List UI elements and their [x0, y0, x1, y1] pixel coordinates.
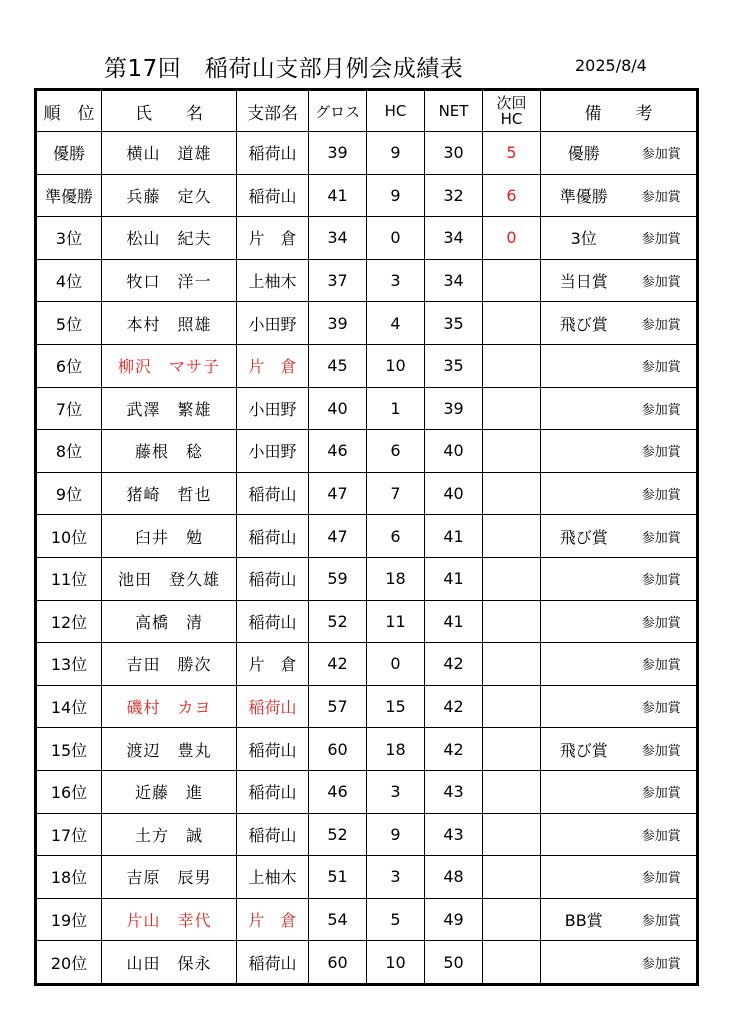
- cell-branch: 小田野: [237, 387, 309, 430]
- cell-name: 吉田 勝次: [102, 643, 237, 686]
- cell-net: 35: [425, 302, 483, 345]
- cell-rank: 優勝: [36, 132, 102, 175]
- cell-rank: 4位: [36, 259, 102, 302]
- cell-next-hc: [483, 557, 541, 600]
- table-row: [36, 813, 698, 856]
- cell-remarks: [541, 813, 698, 856]
- cell-gross: 52: [309, 813, 367, 856]
- table-row: [36, 430, 698, 473]
- header-remarks: 備 考: [541, 90, 698, 132]
- cell-net: 42: [425, 685, 483, 728]
- cell-net: 43: [425, 813, 483, 856]
- award-text: 参加賞: [641, 786, 681, 802]
- cell-hc: 3: [367, 770, 425, 813]
- cell-remarks: [541, 600, 698, 643]
- award-text: 参加賞: [641, 189, 681, 205]
- cell-next-hc: [483, 728, 541, 771]
- cell-remarks: [541, 770, 698, 813]
- remark-text: 準優勝: [559, 186, 608, 206]
- cell-next-hc: [483, 941, 541, 985]
- cell-hc: 1: [367, 387, 425, 430]
- cell-name: 片山 幸代: [102, 898, 237, 941]
- cell-gross: 46: [309, 430, 367, 473]
- cell-hc: 4: [367, 302, 425, 345]
- cell-branch: 片 倉: [237, 217, 309, 260]
- table-row: [36, 472, 698, 515]
- award-text: 参加賞: [641, 488, 681, 504]
- cell-hc: 6: [367, 515, 425, 558]
- award-text: 参加賞: [641, 232, 681, 248]
- header-name: 氏 名: [102, 90, 237, 132]
- cell-remarks: [541, 472, 698, 515]
- remark-text: 飛び賞: [559, 314, 608, 334]
- cell-rank: 6位: [36, 344, 102, 387]
- results-table: [34, 88, 699, 986]
- cell-remarks: [541, 302, 698, 345]
- cell-next-hc: [483, 685, 541, 728]
- award-text: 参加賞: [641, 828, 681, 844]
- cell-net: 42: [425, 728, 483, 771]
- table-row: [36, 217, 698, 260]
- cell-hc: 3: [367, 259, 425, 302]
- header-branch: 支部名: [237, 90, 309, 132]
- cell-hc: 18: [367, 728, 425, 771]
- remark-text: 3位: [570, 229, 597, 249]
- cell-next-hc: [483, 898, 541, 941]
- cell-net: 39: [425, 387, 483, 430]
- cell-gross: 41: [309, 174, 367, 217]
- header-next-hc-line2: HC: [500, 110, 523, 128]
- cell-branch: 稲荷山: [237, 472, 309, 515]
- table-row: [36, 643, 698, 686]
- cell-remarks: [541, 941, 698, 985]
- cell-branch: 稲荷山: [237, 600, 309, 643]
- cell-rank: 7位: [36, 387, 102, 430]
- cell-next-hc: [483, 259, 541, 302]
- cell-net: 40: [425, 472, 483, 515]
- cell-gross: 47: [309, 472, 367, 515]
- cell-hc: 9: [367, 813, 425, 856]
- cell-branch: 片 倉: [237, 898, 309, 941]
- cell-gross: 42: [309, 643, 367, 686]
- cell-next-hc: [483, 856, 541, 899]
- cell-gross: 60: [309, 941, 367, 985]
- header-net: NET: [425, 90, 483, 132]
- cell-branch: 稲荷山: [237, 557, 309, 600]
- table-row: [36, 728, 698, 771]
- cell-next-hc: [483, 387, 541, 430]
- award-text: 参加賞: [641, 743, 681, 759]
- cell-branch: 片 倉: [237, 643, 309, 686]
- cell-next-hc: [483, 600, 541, 643]
- table-row: [36, 856, 698, 899]
- cell-name: 藤根 稔: [102, 430, 237, 473]
- cell-branch: 稲荷山: [237, 685, 309, 728]
- cell-net: 35: [425, 344, 483, 387]
- cell-gross: 39: [309, 132, 367, 175]
- cell-name: 吉原 辰男: [102, 856, 237, 899]
- table-row: [36, 515, 698, 558]
- cell-name: 磯村 カヨ: [102, 685, 237, 728]
- cell-remarks: [541, 174, 698, 217]
- award-text: 参加賞: [641, 530, 681, 546]
- cell-next-hc: 5: [483, 132, 541, 175]
- cell-remarks: [541, 557, 698, 600]
- cell-hc: 0: [367, 643, 425, 686]
- award-text: 参加賞: [641, 402, 681, 418]
- cell-net: 48: [425, 856, 483, 899]
- cell-name: 高橋 清: [102, 600, 237, 643]
- header-rank: 順 位: [36, 90, 102, 132]
- cell-name: 本村 照雄: [102, 302, 237, 345]
- cell-hc: 18: [367, 557, 425, 600]
- table-row: [36, 941, 698, 985]
- table-row: [36, 600, 698, 643]
- cell-gross: 52: [309, 600, 367, 643]
- cell-hc: 0: [367, 217, 425, 260]
- cell-remarks: [541, 132, 698, 175]
- cell-next-hc: [483, 813, 541, 856]
- cell-rank: 16位: [36, 770, 102, 813]
- table-row: [36, 259, 698, 302]
- cell-remarks: [541, 856, 698, 899]
- cell-remarks: [541, 387, 698, 430]
- cell-branch: 稲荷山: [237, 174, 309, 217]
- cell-branch: 上柚木: [237, 856, 309, 899]
- table-row: [36, 302, 698, 345]
- table-row: [36, 557, 698, 600]
- cell-hc: 11: [367, 600, 425, 643]
- cell-hc: 7: [367, 472, 425, 515]
- cell-remarks: [541, 259, 698, 302]
- cell-hc: 10: [367, 344, 425, 387]
- award-text: 参加賞: [641, 615, 681, 631]
- cell-rank: 11位: [36, 557, 102, 600]
- cell-rank: 13位: [36, 643, 102, 686]
- header-row: [36, 90, 698, 132]
- cell-name: 猪崎 哲也: [102, 472, 237, 515]
- table-row: [36, 685, 698, 728]
- table-row: [36, 387, 698, 430]
- cell-gross: 59: [309, 557, 367, 600]
- award-text: 参加賞: [641, 573, 681, 589]
- cell-name: 渡辺 豊丸: [102, 728, 237, 771]
- cell-gross: 34: [309, 217, 367, 260]
- award-text: 参加賞: [641, 317, 681, 333]
- cell-branch: 稲荷山: [237, 813, 309, 856]
- cell-net: 32: [425, 174, 483, 217]
- cell-name: 兵藤 定久: [102, 174, 237, 217]
- cell-rank: 10位: [36, 515, 102, 558]
- cell-hc: 6: [367, 430, 425, 473]
- cell-remarks: [541, 344, 698, 387]
- report-date: 2025/8/4: [575, 56, 647, 75]
- header-gross: グロス: [309, 90, 367, 132]
- cell-net: 30: [425, 132, 483, 175]
- cell-rank: 18位: [36, 856, 102, 899]
- cell-next-hc: [483, 770, 541, 813]
- cell-next-hc: [483, 344, 541, 387]
- cell-net: 49: [425, 898, 483, 941]
- cell-remarks: [541, 515, 698, 558]
- cell-hc: 5: [367, 898, 425, 941]
- table-row: [36, 132, 698, 175]
- cell-gross: 54: [309, 898, 367, 941]
- remark-text: 飛び賞: [559, 527, 608, 547]
- table-row: [36, 344, 698, 387]
- cell-next-hc: [483, 643, 541, 686]
- cell-net: 42: [425, 643, 483, 686]
- cell-name: 松山 紀夫: [102, 217, 237, 260]
- cell-gross: 45: [309, 344, 367, 387]
- cell-gross: 40: [309, 387, 367, 430]
- award-text: 参加賞: [641, 658, 681, 674]
- cell-rank: 17位: [36, 813, 102, 856]
- cell-rank: 20位: [36, 941, 102, 985]
- cell-next-hc: [483, 302, 541, 345]
- cell-next-hc: 6: [483, 174, 541, 217]
- cell-gross: 46: [309, 770, 367, 813]
- cell-net: 40: [425, 430, 483, 473]
- award-text: 参加賞: [641, 913, 681, 929]
- cell-rank: 19位: [36, 898, 102, 941]
- cell-net: 41: [425, 600, 483, 643]
- cell-branch: 稲荷山: [237, 941, 309, 985]
- cell-branch: 片 倉: [237, 344, 309, 387]
- cell-hc: 15: [367, 685, 425, 728]
- cell-name: 柳沢 マサ子: [102, 344, 237, 387]
- award-text: 参加賞: [641, 147, 681, 163]
- cell-branch: 上柚木: [237, 259, 309, 302]
- cell-hc: 3: [367, 856, 425, 899]
- cell-rank: 15位: [36, 728, 102, 771]
- remark-text: 優勝: [567, 144, 600, 164]
- cell-next-hc: [483, 472, 541, 515]
- remark-text: 飛び賞: [559, 740, 608, 760]
- cell-rank: 12位: [36, 600, 102, 643]
- award-text: 参加賞: [641, 445, 681, 461]
- cell-name: 近藤 進: [102, 770, 237, 813]
- cell-branch: 稲荷山: [237, 515, 309, 558]
- table-row: [36, 174, 698, 217]
- cell-remarks: [541, 728, 698, 771]
- cell-name: 武澤 繁雄: [102, 387, 237, 430]
- cell-hc: 9: [367, 132, 425, 175]
- cell-branch: 小田野: [237, 430, 309, 473]
- cell-net: 34: [425, 259, 483, 302]
- cell-rank: 9位: [36, 472, 102, 515]
- page-title: 第17回 稲荷山支部月例会成績表: [104, 56, 464, 82]
- cell-name: 土方 誠: [102, 813, 237, 856]
- remark-text: BB賞: [564, 910, 603, 930]
- cell-gross: 37: [309, 259, 367, 302]
- cell-gross: 39: [309, 302, 367, 345]
- cell-gross: 51: [309, 856, 367, 899]
- award-text: 参加賞: [641, 871, 681, 887]
- cell-gross: 47: [309, 515, 367, 558]
- cell-rank: 3位: [36, 217, 102, 260]
- cell-gross: 60: [309, 728, 367, 771]
- remark-text: 当日賞: [559, 272, 608, 292]
- cell-remarks: [541, 685, 698, 728]
- header-hc: HC: [367, 90, 425, 132]
- award-text: 参加賞: [641, 275, 681, 291]
- cell-branch: 稲荷山: [237, 728, 309, 771]
- cell-branch: 小田野: [237, 302, 309, 345]
- award-text: 参加賞: [641, 701, 681, 717]
- cell-name: 池田 登久雄: [102, 557, 237, 600]
- cell-rank: 8位: [36, 430, 102, 473]
- cell-name: 牧口 洋一: [102, 259, 237, 302]
- cell-remarks: [541, 430, 698, 473]
- cell-branch: 稲荷山: [237, 132, 309, 175]
- cell-hc: 10: [367, 941, 425, 985]
- cell-next-hc: [483, 515, 541, 558]
- cell-hc: 9: [367, 174, 425, 217]
- cell-remarks: [541, 217, 698, 260]
- cell-rank: 5位: [36, 302, 102, 345]
- header-next-hc-line1: 次回: [496, 94, 527, 112]
- cell-net: 50: [425, 941, 483, 985]
- cell-branch: 稲荷山: [237, 770, 309, 813]
- cell-rank: 準優勝: [36, 174, 102, 217]
- cell-name: 横山 道雄: [102, 132, 237, 175]
- cell-next-hc: 0: [483, 217, 541, 260]
- table-row: [36, 770, 698, 813]
- cell-net: 41: [425, 557, 483, 600]
- header-next-hc: [483, 90, 541, 132]
- cell-net: 41: [425, 515, 483, 558]
- cell-rank: 14位: [36, 685, 102, 728]
- cell-name: 臼井 勉: [102, 515, 237, 558]
- cell-name: 山田 保永: [102, 941, 237, 985]
- cell-remarks: [541, 643, 698, 686]
- cell-net: 34: [425, 217, 483, 260]
- award-text: 参加賞: [641, 360, 681, 376]
- award-text: 参加賞: [641, 956, 681, 972]
- cell-next-hc: [483, 430, 541, 473]
- cell-net: 43: [425, 770, 483, 813]
- table-row: [36, 898, 698, 941]
- cell-gross: 57: [309, 685, 367, 728]
- cell-remarks: [541, 898, 698, 941]
